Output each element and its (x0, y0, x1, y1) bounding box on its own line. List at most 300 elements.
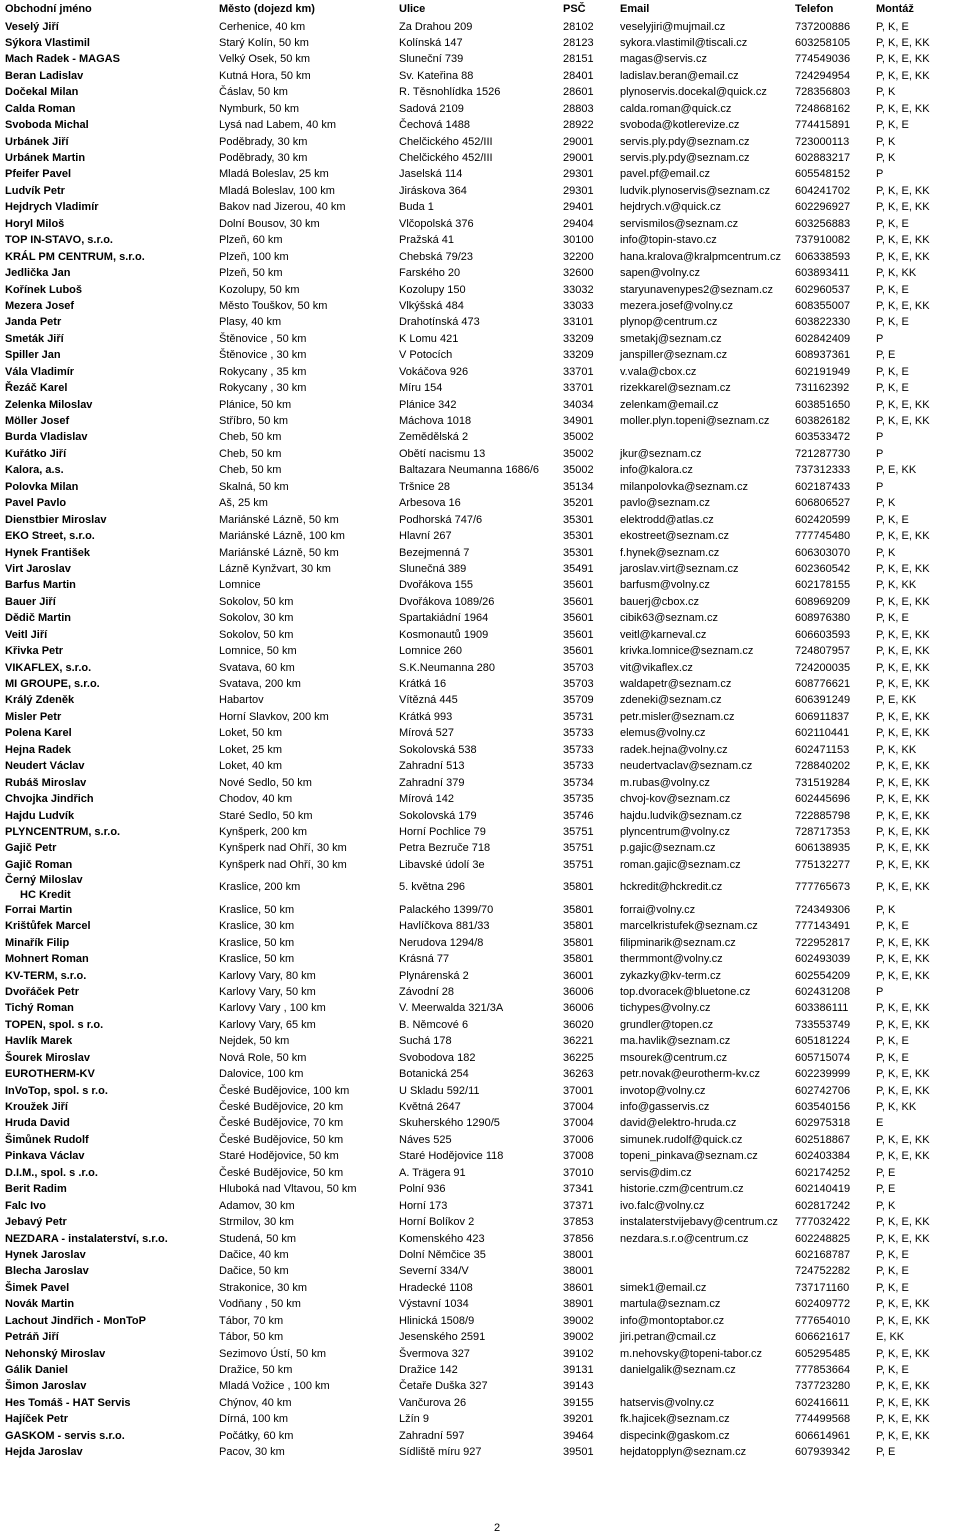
cell-city: Lomnice, 50 km (219, 645, 297, 658)
cell-phone: 606338593 (795, 250, 851, 263)
table-row (0, 1313, 960, 1329)
cell-email: cibik63@seznam.cz (620, 612, 718, 625)
cell-city: Dírná, 100 km (219, 1413, 289, 1426)
cell-email: moller.plyn.topeni@seznam.cz (620, 415, 770, 427)
cell-city: Plzeň, 50 km (219, 267, 283, 280)
table-row (0, 397, 960, 413)
cell-city: Plasy, 40 km (219, 316, 282, 329)
cell-assembly: P, K, E, KK (876, 661, 930, 674)
cell-assembly: P, E (876, 1166, 896, 1179)
cell-assembly: P, K, E (876, 1035, 909, 1048)
cell-company-name: Polena Karel (5, 727, 72, 740)
cell-email: sykora.vlastimil@tiscali.cz (620, 36, 748, 49)
cell-zip: 32200 (563, 250, 594, 263)
cell-city: Kraslice, 50 km (219, 903, 295, 916)
cell-city: Dalovice, 100 km (219, 1068, 304, 1081)
cell-city: Adamov, 30 km (219, 1199, 295, 1212)
cell-city: Dolní Bousov, 30 km (219, 217, 320, 230)
cell-city: Velký Osek, 50 km (219, 53, 311, 66)
cell-assembly: P, K, E, KK (876, 760, 930, 773)
cell-assembly: P, E, KK (876, 694, 917, 707)
cell-street: B. Němcové 6 (399, 1018, 469, 1031)
cell-assembly: P, K, E, KK (876, 1150, 930, 1163)
cell-company-name: Calda Roman (5, 102, 76, 115)
table-row (0, 1214, 960, 1230)
table-row (0, 528, 960, 544)
cell-email: roman.gajic@seznam.cz (620, 858, 741, 871)
table-row (0, 1099, 960, 1115)
cell-street: Náves 525 (399, 1133, 452, 1146)
cell-email: barfusm@volny.cz (620, 579, 710, 592)
cell-zip: 28922 (563, 119, 594, 132)
cell-street: Spartakiádní 1964 (399, 612, 489, 625)
cell-company-name: Jedlička Jan (5, 267, 71, 280)
cell-street: Severní 334/V (399, 1265, 469, 1278)
cell-street: Tršnice 28 (399, 480, 450, 493)
cell-assembly: P, K, E, KK (876, 628, 930, 641)
cell-company-name: EUROTHERM-KV (5, 1068, 95, 1081)
cell-company-name: Spiller Jan (5, 349, 61, 362)
cell-assembly: P (876, 431, 884, 444)
cell-phone: 605181224 (795, 1035, 851, 1048)
cell-street: S.K.Neumanna 280 (399, 661, 496, 674)
cell-zip: 37853 (563, 1216, 594, 1229)
cell-email: martula@seznam.cz (620, 1298, 721, 1311)
cell-city: Cerhenice, 40 km (219, 20, 306, 33)
cell-company-name: Bauer Jiří (5, 595, 56, 608)
cell-company-name: Urbánek Jiří (5, 135, 69, 148)
cell-phone: 774549036 (795, 53, 851, 66)
cell-phone: 737723280 (795, 1380, 851, 1393)
cell-company-name: Hajíček Petr (5, 1413, 68, 1426)
cell-zip: 35733 (563, 743, 594, 756)
cell-email: milanpolovka@seznam.cz (620, 480, 748, 493)
cell-street: Hlinická 1508/9 (399, 1314, 475, 1327)
cell-zip: 35703 (563, 678, 594, 690)
cell-phone: 606391249 (795, 694, 851, 707)
cell-city: Kraslice, 50 km (219, 953, 295, 966)
cell-email: simek1@email.cz (620, 1281, 707, 1294)
cell-city: Tábor, 50 km (219, 1331, 284, 1344)
cell-company-name (5, 873, 83, 902)
table-row (0, 1033, 960, 1049)
cell-phone: 602239999 (795, 1068, 851, 1081)
table-row (0, 660, 960, 676)
cell-zip: 39464 (563, 1429, 594, 1442)
table-row (0, 968, 960, 984)
cell-email: svoboda@kotlerevize.cz (620, 119, 740, 132)
cell-company-name: Dvořáček Petr (5, 985, 79, 998)
cell-city: Mariánské Lázně, 50 km (219, 513, 339, 526)
cell-assembly: P, K, E (876, 612, 909, 625)
cell-company-name: Svoboda Michal (5, 119, 89, 132)
cell-phone: 603540156 (795, 1101, 851, 1113)
cell-zip: 33701 (563, 365, 594, 378)
cell-city: České Budějovice, 20 km (219, 1101, 344, 1113)
header-phone: Telefon (795, 3, 834, 15)
cell-assembly: P, K (876, 546, 896, 559)
cell-company-name: Nehonský Miroslav (5, 1347, 106, 1360)
cell-street: Kozolupy 150 (399, 283, 466, 296)
header-street: Ulice (399, 3, 426, 15)
cell-assembly: P, K, E (876, 382, 909, 395)
cell-phone: 728717353 (795, 825, 851, 838)
cell-phone: 775132277 (795, 858, 851, 871)
table-row (0, 1083, 960, 1099)
table-row (0, 791, 960, 807)
cell-company-name: Hajdu Ludvík (5, 809, 75, 822)
cell-phone: 605295485 (795, 1347, 851, 1360)
cell-company-name: Polovka Milan (5, 480, 79, 493)
cell-assembly: P, K, E (876, 119, 909, 132)
cell-street: Petra Bezruče 718 (399, 842, 491, 855)
cell-city: Studená, 50 km (219, 1232, 297, 1245)
cell-zip: 38601 (563, 1281, 594, 1294)
table-row (0, 1346, 960, 1362)
cell-phone: 606621617 (795, 1331, 851, 1344)
cell-company-name: Möller Josef (5, 415, 70, 427)
cell-company-name: PLYNCENTRUM, s.r.o. (5, 825, 121, 838)
cell-company-name: Šimůnek Rudolf (5, 1133, 89, 1146)
cell-email: ekostreet@seznam.cz (620, 530, 729, 543)
cell-phone: 602178155 (795, 579, 851, 592)
cell-phone: 777765673 (795, 881, 851, 894)
cell-assembly: P, K, E (876, 365, 909, 378)
cell-zip: 35002 (563, 447, 594, 460)
cell-zip: 28803 (563, 102, 594, 115)
table-row (0, 725, 960, 741)
table-row (0, 68, 960, 84)
cell-street: Buda 1 (399, 201, 434, 214)
cell-street: Sídliště míru 927 (399, 1446, 482, 1459)
table-row (0, 1017, 960, 1033)
cell-city: Štěnovice , 50 km (219, 332, 307, 345)
cell-email: petr.misler@seznam.cz (620, 710, 735, 723)
cell-street: Vančurova 26 (399, 1396, 467, 1409)
cell-phone: 606303070 (795, 546, 851, 559)
cell-phone: 605715074 (795, 1051, 851, 1064)
table-row (0, 857, 960, 873)
table-row (0, 643, 960, 659)
cell-company-name: Lachout Jindřich - MonToP (5, 1314, 146, 1327)
cell-company-name: Hynek Jaroslav (5, 1248, 86, 1261)
cell-phone: 602445696 (795, 793, 851, 806)
cell-assembly: P, K, E, KK (876, 1133, 930, 1146)
table-row (0, 627, 960, 643)
cell-street: Bezejmenná 7 (399, 546, 470, 559)
cell-email: dispecink@gaskom.cz (620, 1429, 730, 1442)
cell-phone: 602554209 (795, 969, 851, 982)
cell-city: České Budějovice, 70 km (219, 1117, 344, 1130)
table-row (0, 298, 960, 314)
cell-company-name: VIKAFLEX, s.r.o. (5, 661, 92, 674)
cell-city: Mladá Vožice , 100 km (219, 1380, 330, 1393)
cell-assembly: P, K (876, 903, 896, 916)
cell-city: Karlovy Vary , 100 km (219, 1002, 326, 1015)
cell-assembly: P, K, E, KK (876, 776, 930, 789)
cell-street: Sokolovská 179 (399, 809, 477, 822)
cell-company-name: D.I.M., spol. s .r.o. (5, 1166, 98, 1179)
cell-company-name: Urbánek Martin (5, 152, 86, 164)
cell-email: servis.ply.pdy@seznam.cz (620, 135, 750, 148)
cell-street: Jiráskova 364 (399, 184, 467, 197)
cell-company-name: Gajič Petr (5, 842, 57, 855)
cell-city: Mladá Boleslav, 25 km (219, 168, 329, 181)
cell-phone: 777853664 (795, 1364, 851, 1376)
cell-company-name: Pfeifer Pavel (5, 168, 72, 181)
cell-zip: 35601 (563, 579, 594, 592)
cell-email: top.dvoracek@bluetone.cz (620, 985, 751, 998)
cell-city: Hluboká nad Vltavou, 50 km (219, 1183, 357, 1196)
cell-email: plyncentrum@volny.cz (620, 825, 730, 838)
cell-zip: 33209 (563, 349, 594, 362)
cell-city: Poděbrady, 30 km (219, 152, 308, 164)
cell-zip: 36221 (563, 1035, 594, 1048)
cell-email: instalaterstvijebavy@centrum.cz (620, 1216, 778, 1229)
table-row (0, 479, 960, 495)
cell-email: elemus@volny.cz (620, 727, 706, 740)
cell-phone: 608937361 (795, 349, 851, 362)
cell-company-name: EKO Street, s.r.o. (5, 530, 95, 543)
cell-email: magas@servis.cz (620, 53, 707, 66)
cell-city: Loket, 25 km (219, 743, 282, 756)
company-name-line2: HC Kredit (20, 888, 71, 901)
cell-company-name: Janda Petr (5, 316, 62, 329)
cell-city: Kraslice, 30 km (219, 920, 295, 933)
table-row (0, 935, 960, 951)
cell-company-name: Gajič Roman (5, 858, 73, 871)
cell-email: waldapetr@seznam.cz (620, 678, 732, 690)
cell-email: staryunavenypes2@seznam.cz (620, 283, 774, 296)
table-row (0, 577, 960, 593)
cell-assembly: P, K, E, KK (876, 1413, 930, 1426)
cell-assembly: P (876, 985, 884, 998)
cell-phone: 724349306 (795, 903, 851, 916)
cell-city: Cheb, 50 km (219, 447, 282, 460)
cell-phone: 733553749 (795, 1018, 851, 1031)
cell-assembly: E, KK (876, 1331, 905, 1344)
cell-phone: 604241702 (795, 184, 851, 197)
cell-assembly: P, K, E, KK (876, 595, 930, 608)
cell-phone: 602403384 (795, 1150, 851, 1163)
cell-street: Zahradní 597 (399, 1429, 465, 1442)
cell-street: Jaselská 114 (399, 168, 463, 181)
cell-phone: 728840202 (795, 760, 851, 773)
cell-city: Lázně Kynžvart, 30 km (219, 562, 331, 575)
cell-assembly: P, K, E, KK (876, 1429, 930, 1442)
cell-phone: 606603593 (795, 628, 851, 641)
cell-street: Za Drahou 209 (399, 20, 473, 33)
cell-city: Svatava, 60 km (219, 661, 295, 674)
cell-zip: 35301 (563, 546, 594, 559)
table-row (0, 1395, 960, 1411)
table-row (0, 1231, 960, 1247)
cell-email: p.gajic@seznam.cz (620, 842, 716, 855)
cell-phone: 602471153 (795, 743, 850, 756)
cell-email: pavlo@seznam.cz (620, 497, 711, 510)
cell-street: Komenského 423 (399, 1232, 485, 1245)
cell-email: zdeneki@seznam.cz (620, 694, 722, 707)
cell-phone: 608776621 (795, 678, 851, 690)
cell-company-name: Ludvík Petr (5, 184, 65, 197)
cell-city: Bakov nad Jizerou, 40 km (219, 201, 346, 214)
table-row (0, 692, 960, 708)
cell-street: Chebská 79/23 (399, 250, 473, 263)
cell-zip: 35801 (563, 936, 594, 949)
cell-street: Horní 173 (399, 1199, 448, 1212)
cell-email: danielgalik@seznam.cz (620, 1364, 736, 1376)
cell-street: Vlčopolská 376 (399, 217, 474, 230)
cell-company-name: GASKOM - servis s.r.o. (5, 1429, 125, 1442)
cell-phone: 602187433 (795, 480, 851, 493)
cell-phone: 603533472 (795, 431, 851, 444)
cell-street: Horní Bolíkov 2 (399, 1216, 475, 1229)
cell-city: Sokolov, 50 km (219, 595, 294, 608)
table-row (0, 35, 960, 51)
cell-zip: 36225 (563, 1051, 594, 1064)
cell-city: Nová Role, 50 km (219, 1051, 307, 1064)
table-header (0, 1, 960, 18)
cell-email: chvoj-kov@seznam.cz (620, 793, 731, 806)
cell-phone: 602174252 (795, 1166, 851, 1179)
cell-city: Kynšperk, 200 km (219, 825, 308, 838)
cell-company-name: KRÁL PM CENTRUM, s.r.o. (5, 250, 145, 263)
table-row (0, 314, 960, 330)
cell-zip: 39201 (563, 1413, 594, 1426)
cell-zip: 39155 (563, 1396, 594, 1409)
cell-email: zelenkam@email.cz (620, 398, 719, 411)
cell-company-name: Mohnert Roman (5, 953, 89, 966)
table-row (0, 101, 960, 117)
cell-assembly: P, K (876, 86, 896, 99)
cell-zip: 34901 (563, 415, 594, 427)
cell-email: m.nehovsky@topeni-tabor.cz (620, 1347, 763, 1360)
cell-phone: 606138935 (795, 842, 851, 855)
cell-phone: 602409772 (795, 1298, 851, 1311)
cell-company-name: TOP IN-STAVO, s.r.o. (5, 234, 113, 247)
cell-email: info@kalora.cz (620, 464, 693, 477)
cell-zip: 37010 (563, 1166, 594, 1179)
table-row (0, 808, 960, 824)
cell-city: Plzeň, 100 km (219, 250, 289, 263)
cell-zip: 28151 (563, 53, 594, 66)
cell-assembly: P (876, 168, 884, 181)
cell-zip: 37006 (563, 1133, 594, 1146)
cell-company-name: Falc Ivo (5, 1199, 46, 1212)
cell-zip: 35734 (563, 776, 594, 789)
cell-email: fk.hajicek@seznam.cz (620, 1413, 730, 1426)
table-row (0, 19, 960, 35)
cell-company-name: Mach Radek - MAGAS (5, 53, 120, 66)
cell-city: Lomnice (219, 579, 261, 592)
cell-phone: 777143491 (795, 920, 851, 933)
cell-street: K Lomu 421 (399, 332, 459, 345)
cell-email: calda.roman@quick.cz (620, 102, 732, 115)
cell-street: Plánice 342 (399, 398, 457, 411)
cell-email: ivo.falc@volny.cz (620, 1199, 705, 1212)
cell-street: Hlavní 267 (399, 530, 452, 543)
cell-street: Drahotínská 473 (399, 316, 480, 329)
cell-company-name: Gálik Daniel (5, 1364, 68, 1376)
cell-zip: 35746 (563, 809, 594, 822)
cell-zip: 28102 (563, 20, 594, 33)
table-row (0, 1148, 960, 1164)
cell-company-name: Hejna Radek (5, 743, 72, 756)
cell-city: Sezimovo Ústí, 50 km (219, 1347, 326, 1360)
cell-street: Libavské údolí 3e (399, 858, 485, 871)
cell-assembly: P, K, E, KK (876, 825, 930, 838)
cell-company-name: Novák Martin (5, 1298, 75, 1311)
cell-phone: 608976380 (795, 612, 851, 625)
cell-company-name: Beran Ladislav (5, 69, 84, 82)
cell-city: Cheb, 50 km (219, 464, 282, 477)
cell-zip: 35201 (563, 497, 594, 510)
company-name-line1: Černý Miloslav (5, 874, 83, 887)
table-row (0, 918, 960, 934)
cell-company-name: Neudert Václav (5, 760, 85, 773)
cell-zip: 38001 (563, 1248, 594, 1261)
cell-assembly: P, K, E (876, 920, 909, 933)
cell-company-name: Dienstbier Miroslav (5, 513, 107, 526)
cell-city: Chýnov, 40 km (219, 1396, 292, 1409)
table-row (0, 462, 960, 478)
table-row (0, 84, 960, 100)
cell-zip: 30100 (563, 234, 594, 247)
cell-email: petr.novak@eurotherm-kv.cz (620, 1068, 760, 1081)
cell-zip: 35731 (563, 710, 594, 723)
cell-phone: 602960537 (795, 283, 851, 296)
cell-email: thermmont@volny.cz (620, 953, 723, 966)
cell-company-name: Hejdrych Vladimír (5, 201, 99, 214)
cell-city: Habartov (219, 694, 264, 707)
cell-zip: 37008 (563, 1150, 594, 1163)
cell-city: České Budějovice, 50 km (219, 1166, 344, 1179)
table-row (0, 364, 960, 380)
cell-zip: 37004 (563, 1101, 594, 1113)
cell-zip: 36006 (563, 985, 594, 998)
cell-assembly: P, K, E, KK (876, 858, 930, 871)
table-row (0, 824, 960, 840)
cell-zip: 36020 (563, 1018, 594, 1031)
cell-city: Nymburk, 50 km (219, 102, 300, 115)
cell-city: Mladá Boleslav, 100 km (219, 184, 335, 197)
cell-assembly: P, K, E, KK (876, 562, 930, 575)
cell-city: Staré Sedlo, 50 km (219, 809, 313, 822)
cell-street: Suchá 178 (399, 1035, 452, 1048)
cell-email: info@topin-stavo.cz (620, 234, 717, 247)
cell-city: Dačice, 50 km (219, 1265, 289, 1278)
cell-phone: 724752282 (795, 1265, 851, 1278)
cell-email: ma.havlik@seznam.cz (620, 1035, 731, 1048)
cell-city: Horní Slavkov, 200 km (219, 710, 329, 723)
cell-company-name: Hynek František (5, 546, 90, 559)
cell-street: Dvořákova 155 (399, 579, 473, 592)
cell-street: A. Trägera 91 (399, 1166, 466, 1179)
cell-phone: 737312333 (795, 464, 851, 477)
table-row (0, 199, 960, 215)
cell-phone: 605548152 (795, 168, 851, 181)
cell-city: Rokycany , 35 km (219, 365, 307, 378)
cell-zip: 35751 (563, 858, 594, 871)
cell-email: radek.hejna@volny.cz (620, 743, 728, 756)
cell-city: Strmilov, 30 km (219, 1216, 294, 1229)
cell-phone: 602248825 (795, 1232, 851, 1245)
table-row (0, 1263, 960, 1279)
cell-zip: 29404 (563, 217, 594, 230)
cell-zip: 38001 (563, 1265, 594, 1278)
cell-assembly: P, K, E (876, 1364, 909, 1376)
cell-email: plynoservis.docekal@quick.cz (620, 86, 767, 99)
